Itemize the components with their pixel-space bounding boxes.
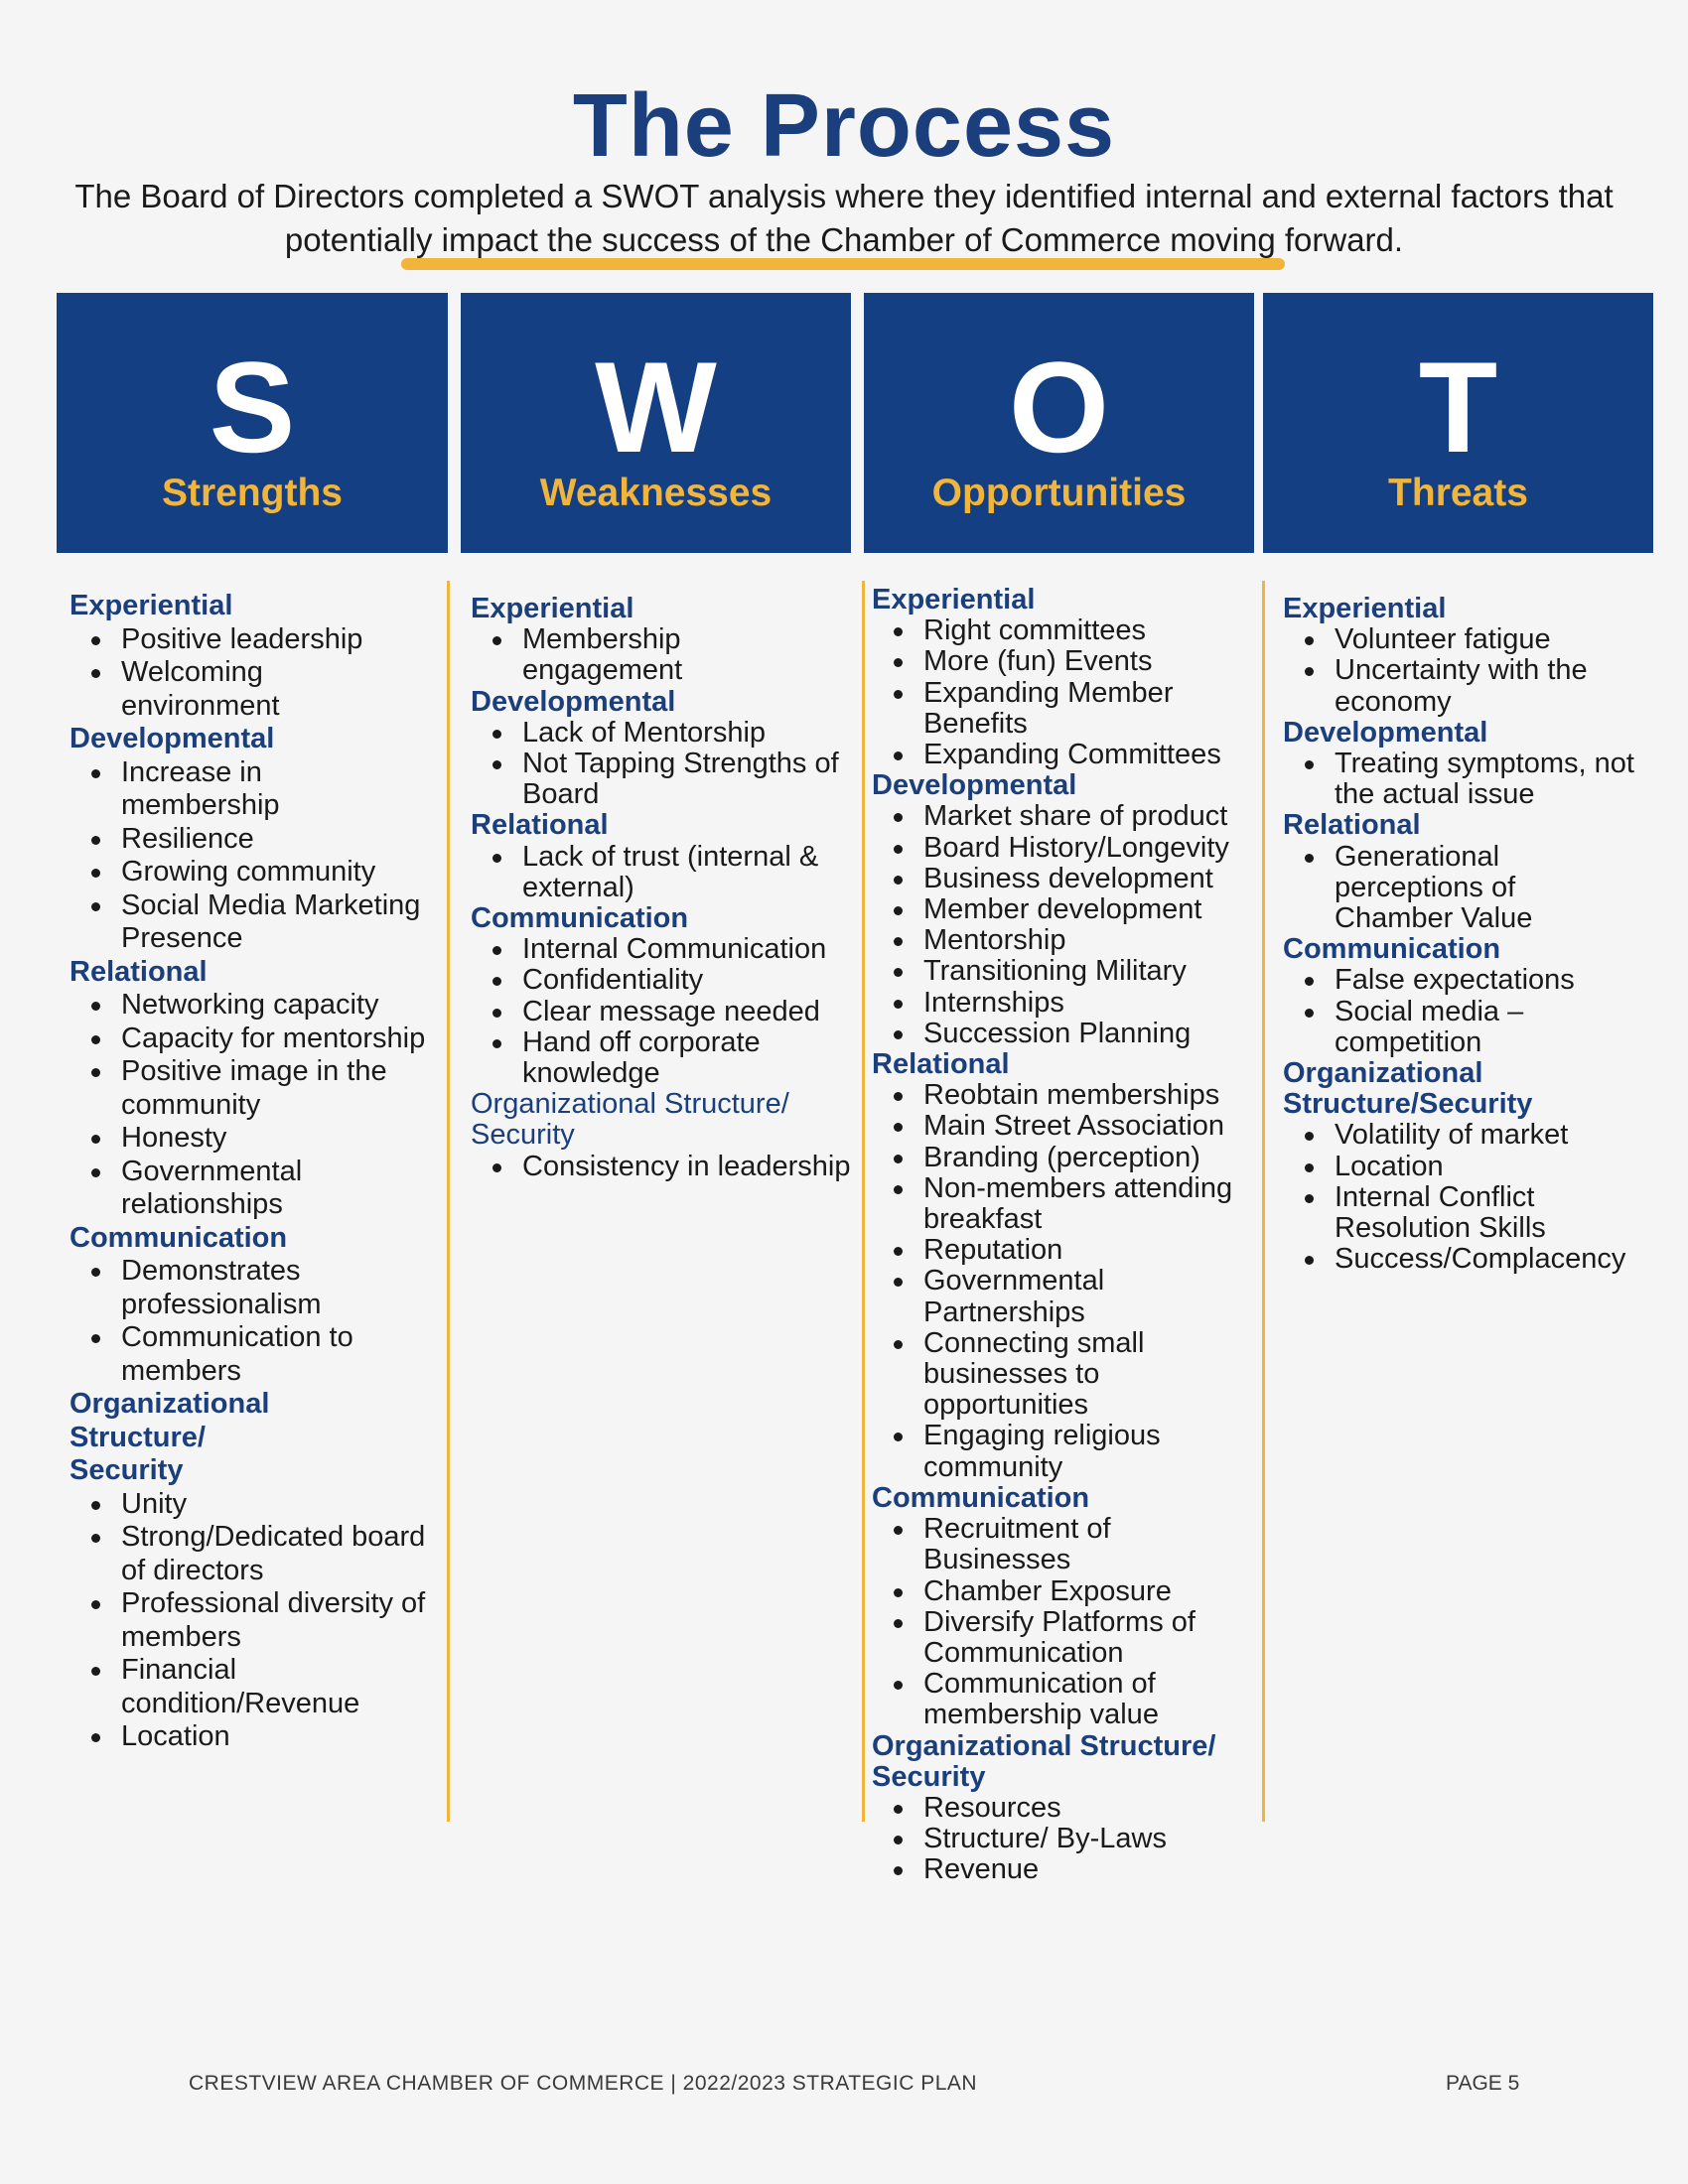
category-heading: Developmental (471, 685, 676, 718)
category-heading: Relational (471, 809, 609, 842)
weaknesses-column (471, 594, 853, 1182)
swot-letter: O (1008, 335, 1110, 479)
weaknesses-communication-list (471, 934, 853, 1089)
category-heading: Developmental (872, 769, 1077, 802)
category-heading: Experiential (1283, 593, 1447, 624)
opportunities-relational-list (872, 1080, 1249, 1483)
list-item: Clear message needed (522, 997, 853, 1027)
list-item: Lack of Mentorship (522, 718, 853, 749)
strengths-column (70, 590, 427, 1754)
threats-relational-list (1283, 842, 1665, 935)
list-item: Internal Conflict Resolution Skills (1335, 1182, 1563, 1244)
threats-organizational-list (1283, 1120, 1665, 1275)
threats-experiential-list (1283, 624, 1665, 718)
strengths-developmental-list (70, 756, 427, 956)
list-item: Generational perceptions of Chamber Value (1335, 840, 1533, 935)
list-item: Resources (923, 1793, 1249, 1824)
list-item: Reobtain memberships (923, 1080, 1249, 1111)
list-item: Success/Complacency (1335, 1244, 1665, 1275)
opportunities-organizational-list (872, 1793, 1249, 1886)
weaknesses-organizational-list (471, 1152, 853, 1182)
list-item: Communication to members (121, 1321, 427, 1388)
column-divider (1262, 581, 1265, 1822)
list-item: Communication of membership value (923, 1669, 1172, 1730)
swot-box-opportunities (864, 293, 1254, 553)
list-item: Location (121, 1720, 427, 1754)
list-item: Volunteer fatigue (1335, 624, 1665, 655)
category-heading: Communication (872, 1481, 1090, 1514)
list-item: Lack of trust (internal & external) (522, 842, 853, 903)
opportunities-communication-list (872, 1514, 1249, 1730)
swot-box-weaknesses (461, 293, 851, 553)
swot-label: Opportunities (931, 472, 1187, 514)
list-item: Member development (923, 894, 1249, 925)
weaknesses-experiential-list (471, 624, 853, 686)
list-item: Capacity for mentorship (121, 1022, 426, 1054)
category-heading: Experiential (70, 590, 233, 621)
strengths-relational-list (70, 989, 427, 1222)
list-item: Expanding Member Benefits (923, 678, 1182, 740)
category-heading: Organizational Structure/Security (1283, 1057, 1533, 1121)
swot-label: Threats (1388, 472, 1528, 514)
list-item: Unity (121, 1488, 427, 1522)
weaknesses-developmental-list (471, 718, 853, 811)
list-item: Right committees (923, 615, 1249, 646)
category-heading: Communication (1283, 933, 1501, 966)
footer-page-number: PAGE 5 (1446, 2072, 1520, 2095)
list-item: Board History/Longevity (923, 833, 1249, 864)
threats-developmental-list (1283, 749, 1665, 810)
swot-letter: T (1418, 335, 1498, 479)
list-item: Governmental Partnerships (923, 1266, 1122, 1327)
list-item: Demonstrates professionalism (121, 1255, 427, 1321)
swot-box-threats (1263, 293, 1653, 553)
list-item: Treating symptoms, not the actual issue (1335, 749, 1665, 810)
category-heading: Developmental (70, 723, 275, 754)
strengths-organizational-list (70, 1488, 427, 1754)
list-item: Expanding Committees (923, 740, 1249, 770)
swot-letter: W (595, 335, 717, 479)
list-item: Transitioning Military (923, 956, 1249, 987)
list-item: Uncertainty with the economy (1335, 655, 1665, 717)
category-heading: Organizational Structure/ Security (872, 1729, 1216, 1793)
category-heading: Organizational Structure/ Security (70, 1388, 270, 1486)
swot-box-strengths (57, 293, 448, 553)
opportunities-column (872, 585, 1249, 1886)
list-item: Reputation (923, 1235, 1249, 1266)
list-item: Hand off corporate knowledge (522, 1027, 853, 1089)
list-item: Social Media Marketing Presence (121, 889, 427, 956)
list-item: Honesty (121, 1122, 427, 1156)
highlight-underline (401, 258, 1285, 270)
category-heading: Relational (70, 955, 208, 988)
list-item: Professional diversity of members (121, 1587, 426, 1653)
list-item: Recruitment of Businesses (923, 1514, 1142, 1575)
list-item: Growing community (121, 856, 427, 889)
list-item: Non-members attending breakfast (923, 1173, 1249, 1235)
list-item: Financial condition/Revenue (121, 1654, 427, 1720)
list-item: Membership engagement (522, 624, 711, 686)
list-item: Confidentiality (522, 965, 853, 996)
opportunities-experiential-list (872, 615, 1249, 770)
column-divider (862, 581, 865, 1822)
list-item: Volatility of market (1335, 1120, 1665, 1151)
category-heading: Experiential (872, 584, 1036, 615)
category-heading: Organizational Structure/ Security (471, 1088, 789, 1152)
swot-letter: S (209, 335, 296, 479)
list-item: Consistency in leadership (522, 1152, 853, 1182)
list-item: Market share of product (923, 801, 1249, 832)
strengths-experiential-list (70, 623, 427, 724)
list-item: Welcoming environment (121, 656, 427, 723)
list-item: Connecting small businesses to opportunities (923, 1328, 1152, 1422)
list-item: Branding (perception) (923, 1143, 1249, 1173)
footer-plan-title: CRESTVIEW AREA CHAMBER OF COMMERCE | 2022/2023 STRATEGIC PLAN (189, 2072, 978, 2095)
list-item: More (fun) Events (923, 646, 1249, 677)
page-title: The Process (572, 76, 1116, 176)
list-item: False expectations (1335, 965, 1665, 996)
list-item: Chamber Exposure (923, 1576, 1249, 1607)
list-item: Networking capacity (121, 989, 427, 1023)
category-heading: Communication (471, 902, 689, 935)
list-item: Business development (923, 864, 1249, 894)
weaknesses-relational-list (471, 842, 853, 903)
category-heading: Experiential (471, 593, 634, 624)
list-item: Positive image in the community (121, 1055, 427, 1122)
list-item: Succession Planning (923, 1019, 1249, 1049)
list-item: Engaging religious community (923, 1420, 1161, 1483)
opportunities-developmental-list (872, 801, 1249, 1049)
column-divider (447, 581, 450, 1822)
page-subtitle: The Board of Directors completed a SWOT analysis where they identified internal and external factors that potentially impact the success of the Chamber of Commerce moving forward. (74, 178, 1614, 258)
list-item: Resilience (121, 823, 427, 857)
category-heading: Relational (872, 1048, 1010, 1081)
category-heading: Relational (1283, 809, 1421, 842)
strengths-communication-list (70, 1255, 427, 1388)
category-heading: Developmental (1283, 716, 1488, 749)
list-item: Mentorship (923, 925, 1249, 956)
threats-column (1283, 594, 1665, 1275)
list-item: Diversify Platforms of Communication (923, 1607, 1211, 1669)
list-item: Positive leadership (121, 623, 427, 657)
list-item: Main Street Association (923, 1111, 1249, 1142)
list-item: Location (1335, 1152, 1665, 1182)
list-item: Structure/ By-Laws (923, 1824, 1249, 1854)
swot-label: Strengths (161, 472, 343, 514)
threats-communication-list (1283, 965, 1665, 1058)
list-item: Not Tapping Strengths of Board (522, 749, 853, 810)
swot-label: Weaknesses (539, 472, 773, 514)
list-item: Revenue (923, 1854, 1249, 1885)
list-item: Internships (923, 988, 1249, 1019)
list-item: Increase in membership (121, 756, 427, 823)
list-item: Internal Communication (522, 934, 853, 965)
list-item: Social media – competition (1335, 997, 1533, 1058)
category-heading: Communication (70, 1221, 288, 1254)
list-item: Strong/Dedicated board of directors (121, 1521, 426, 1586)
list-item: Governmental relationships (121, 1156, 427, 1222)
